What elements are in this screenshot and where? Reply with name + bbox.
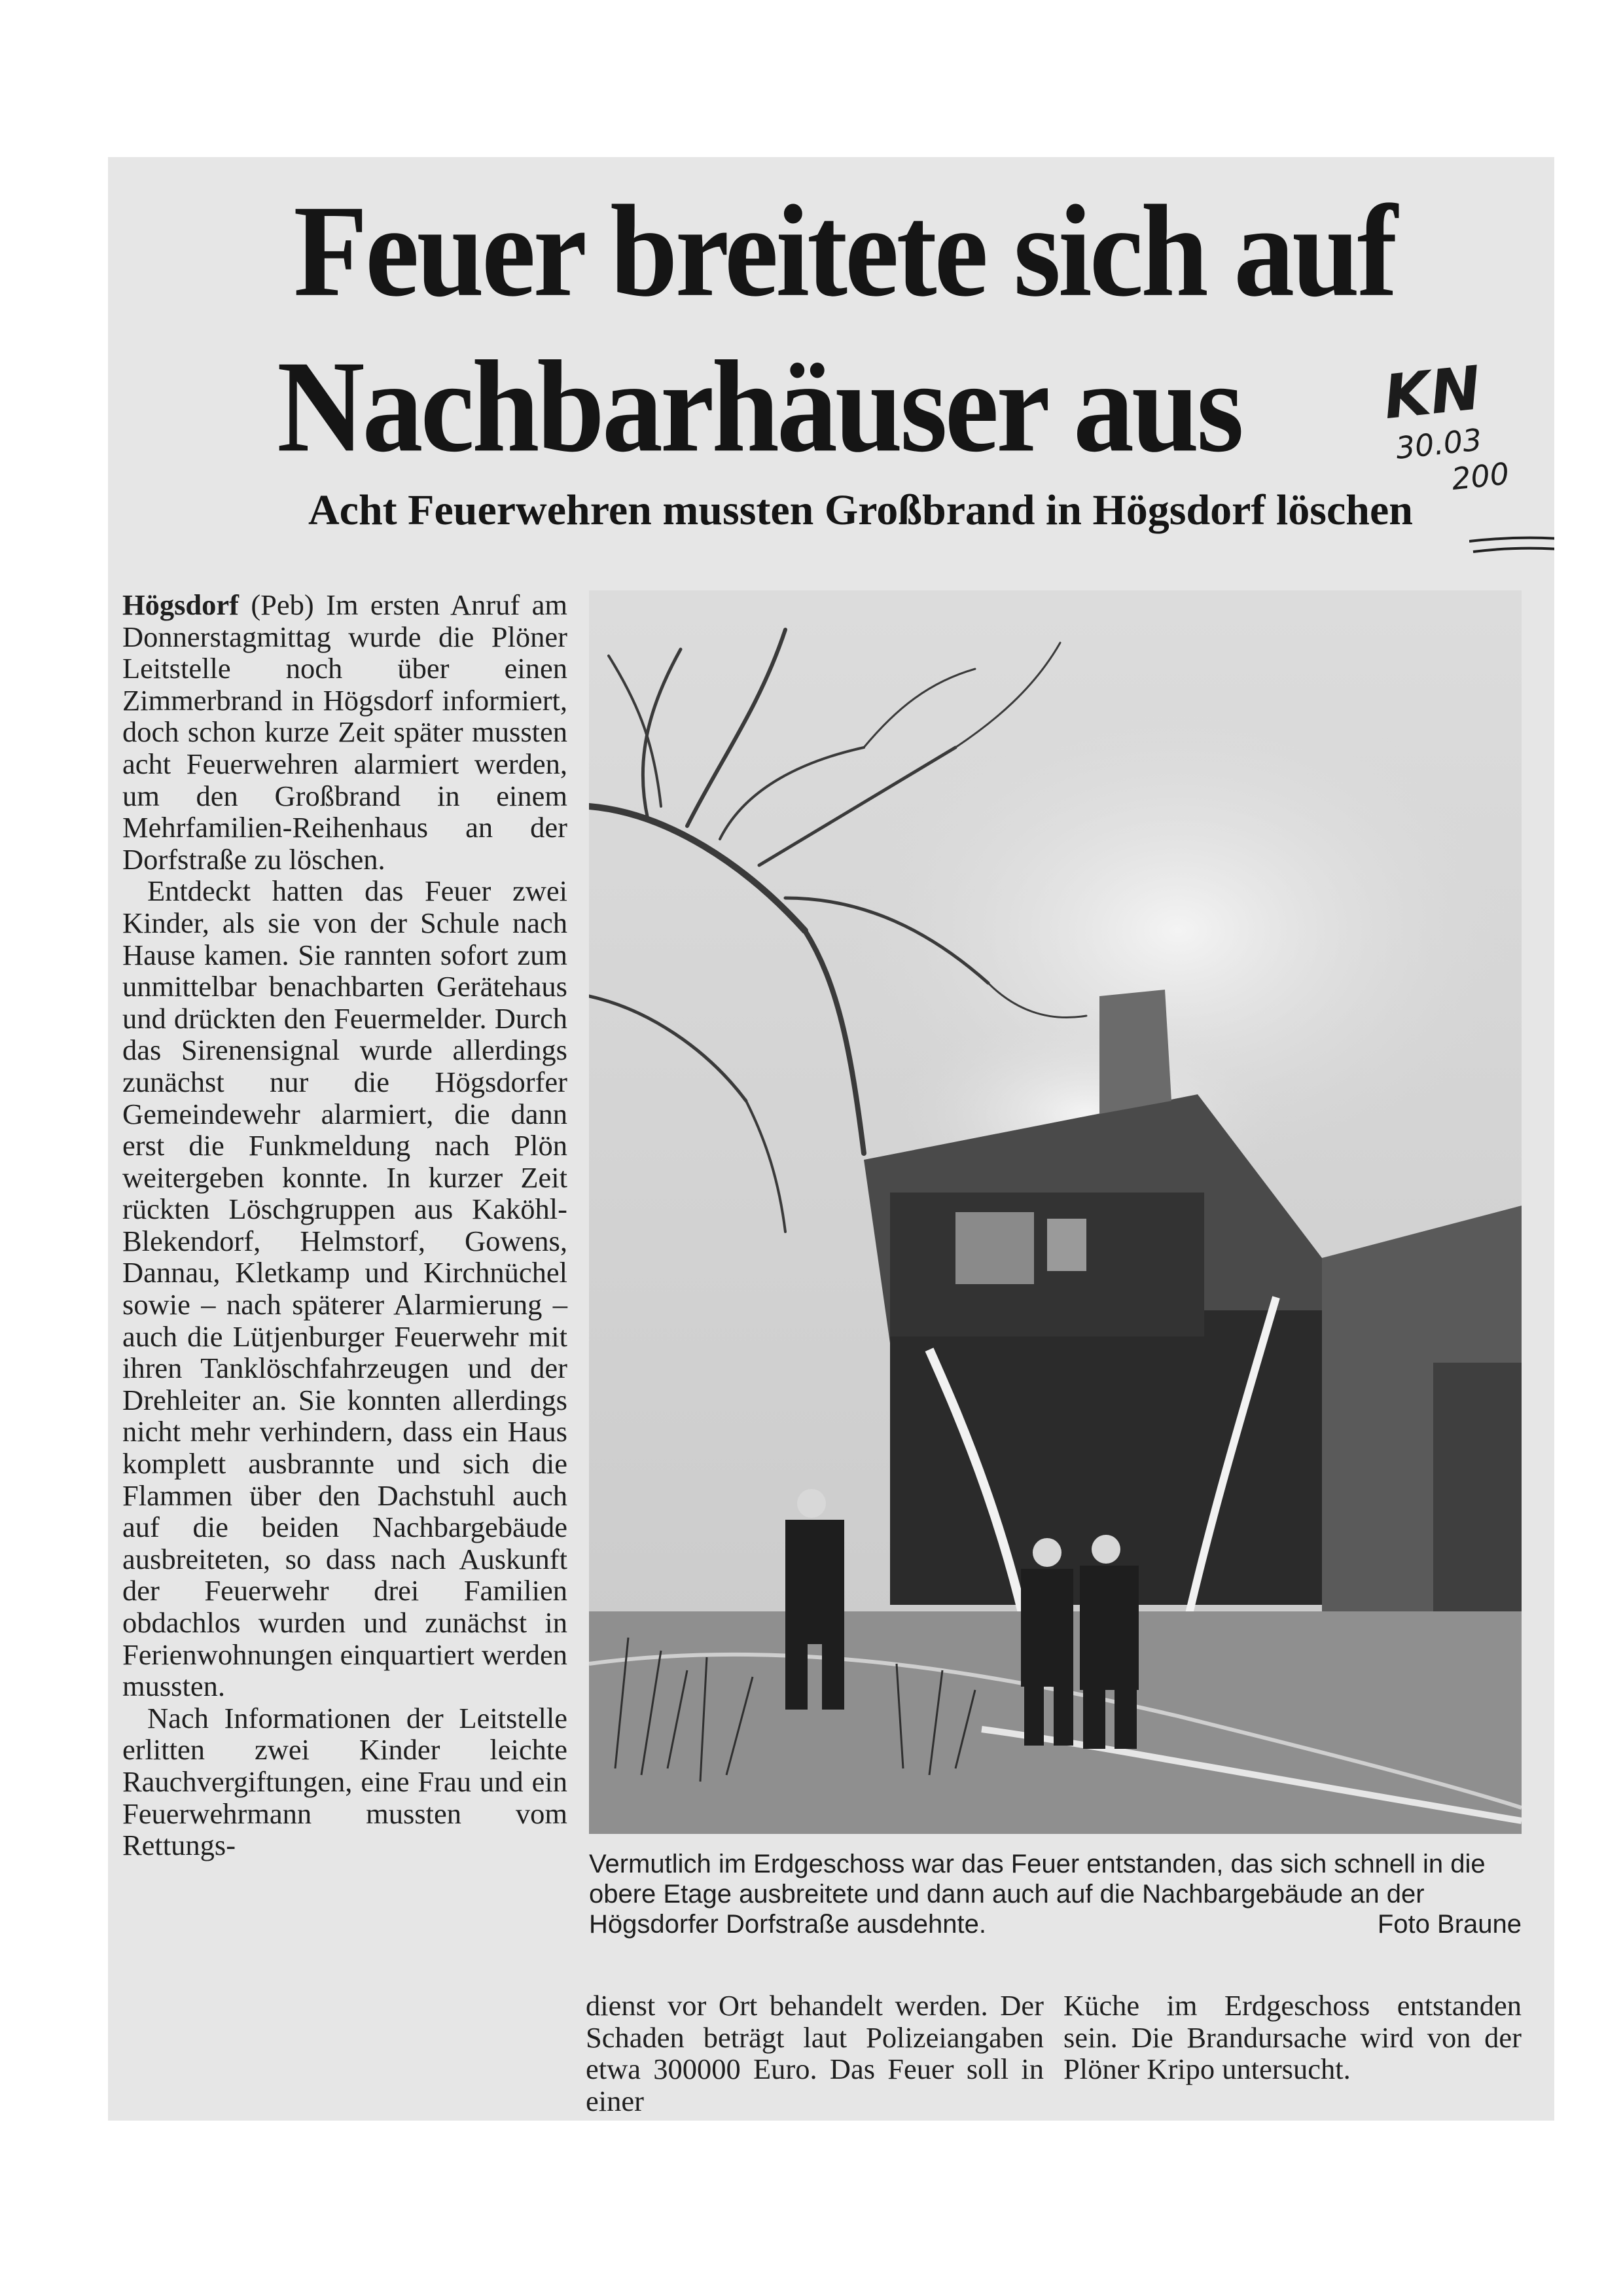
article-column-2-text: dienst vor Ort behandelt werden. Der Schaden beträgt laut Polizeiangaben etwa 300000 Euro. Das Feuer soll in einer <box>586 1989 1044 2117</box>
article-column-3-text: Küche im Erdgeschoss entstanden sein. Die Brandursache wird von der Plöner Kripo untersucht. <box>1063 1989 1522 2086</box>
headline <box>134 173 1554 484</box>
handwritten-year: 200 <box>1450 456 1511 497</box>
headline-line-1: Feuer breitete sich auf <box>293 178 1395 325</box>
paragraph-text: Im ersten Anruf am Donnerstagmittag wurde die Plöner Leitstelle noch über einen Zimmerbrand in Högsdorf informiert, doch schon kurze Zeit später mussten acht Feuerwehren alarmiert werden, um den Großbrand in einem Mehrfamilien-Reihenhaus an der Dorfstraße zu löschen. <box>122 588 568 876</box>
fire-scene-illustration <box>589 590 1522 1834</box>
headline-line-2: Nachbarhäuser aus <box>277 334 1241 480</box>
article-paragraph-1 <box>122 589 567 875</box>
author: (Peb) <box>251 588 314 621</box>
article-paragraph-3: Nach Informationen der Leitstelle erlitten zwei Kinder leichte Rauchvergiftungen, eine Frau und ein Feuerwehrmann mussten vom Rettungs- <box>122 1701 567 1862</box>
subheadline: Acht Feuerwehren mussten Großbrand in Högsdorf löschen <box>308 486 1413 534</box>
article-paragraph-2: Entdeckt hatten das Feuer zwei Kinder, als sie von der Schule nach Hause kamen. Sie rannten sofort zum unmittelbar benachbarten Gerätehaus und drückten den Feuermelder. Durch das Sirenensignal wurde allerdings zunächst nur die Högsdorfer Gemeindewehr alarmiert, die dann erst die Funkmeldung nach Plön weitergeben konnte. In kurzer Zeit rückten Löschgruppen aus Kaköhl-Blekendorf, Helmstorf, Gowens, Dannau, Kletkamp und Kirchnüchel sowie – nach späterer Alarmierung – auch die Lütjenburger Feuerwehr mit ihren Tanklöschfahrzeugen und der Drehleiter an. Sie konnten allerdings nicht mehr verhindern, dass ein Haus komplett ausbrannte und sich die Flammen über den Dachstuhl auch auf die beiden Nachbargebäude ausbreiteten, so dass nach Auskunft der Feuerwehr drei Familien obdachlos wurden und zunächst in Ferienwohnungen einquartiert werden mussten. <box>122 874 567 1703</box>
handwritten-note <box>1381 349 1554 504</box>
photo-caption <box>589 1849 1522 1939</box>
fire-photo <box>589 590 1522 1834</box>
handwritten-source: KN <box>1380 353 1484 433</box>
handwritten-underline <box>1469 533 1554 560</box>
caption-text: Vermutlich im Erdgeschoss war das Feuer entstanden, das sich schnell in die obere Etage ausbreitete und dann auch auf die Nachbargebäude an der Högsdorfer Dorfstraße ausdehnte. <box>589 1850 1486 1939</box>
photo-credit: Foto Braune <box>1377 1910 1522 1939</box>
article-column-1 <box>122 589 567 1861</box>
article-column-2 <box>586 1990 1044 2117</box>
newspaper-clipping <box>108 157 1554 2121</box>
dateline: Högsdorf <box>122 588 239 621</box>
house-wall <box>890 1310 1387 1605</box>
handwritten-date: 30.03 <box>1394 422 1484 466</box>
article-column-3 <box>1063 1990 1522 2085</box>
